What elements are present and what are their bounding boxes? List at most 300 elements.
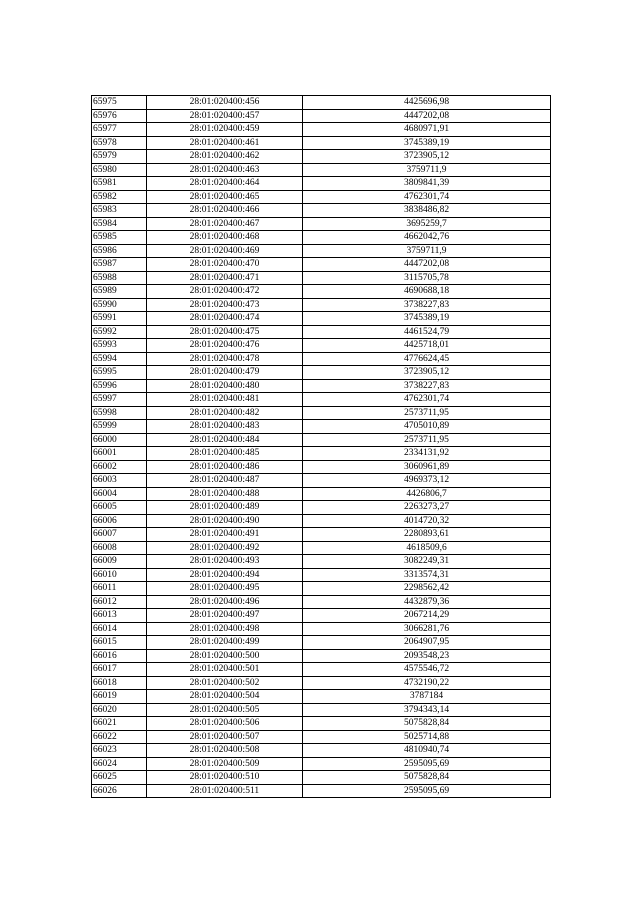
row-number-cell (92, 595, 147, 609)
cadastral-number-cell (147, 784, 303, 798)
table-row (92, 271, 551, 285)
cadastral-number-cell (147, 352, 303, 366)
cadastral-number-text: 28:01:020400:509 (189, 758, 260, 769)
cadastral-value-cell (303, 190, 551, 204)
row-number-cell (92, 123, 147, 137)
cadastral-value-cell (303, 649, 551, 663)
cadastral-number-text: 28:01:020400:498 (189, 623, 260, 634)
cadastral-value-text: 3794343,14 (403, 704, 450, 715)
cadastral-value-text: 4447202,08 (403, 110, 450, 121)
table-row (92, 285, 551, 299)
cadastral-number-text: 28:01:020400:494 (189, 569, 260, 580)
row-number-text: 65977 (93, 124, 117, 134)
row-number-cell (92, 784, 147, 798)
cadastral-number-cell (147, 555, 303, 569)
cadastral-value-text: 3809841,39 (403, 178, 450, 188)
table-row (92, 298, 551, 312)
row-number-cell (92, 447, 147, 461)
cadastral-value-text: 4425696,98 (403, 97, 450, 107)
table-row (92, 123, 551, 137)
row-number-text: 65993 (93, 340, 117, 350)
cadastral-number-text: 28:01:020400:493 (189, 556, 260, 566)
cadastral-value-text: 3695259,7 (406, 218, 447, 229)
row-number-text: 65985 (93, 232, 117, 242)
cadastral-number-text: 28:01:020400:508 (189, 745, 260, 755)
row-number-text: 65975 (93, 97, 117, 107)
cadastral-number-cell (147, 217, 303, 231)
cadastral-value-cell (303, 312, 551, 326)
cadastral-number-cell (147, 379, 303, 393)
row-number-text: 66005 (93, 502, 117, 512)
row-number-cell (92, 528, 147, 542)
table-row (92, 703, 551, 717)
table-body (92, 96, 551, 798)
cadastral-number-cell (147, 636, 303, 650)
cadastral-value-cell (303, 420, 551, 434)
table-row (92, 514, 551, 528)
table-row (92, 258, 551, 272)
cadastral-value-text: 4762301,74 (403, 394, 450, 404)
cadastral-number-text: 28:01:020400:470 (189, 259, 260, 269)
cadastral-number-cell (147, 690, 303, 704)
cadastral-value-cell (303, 744, 551, 758)
row-number-text: 65991 (93, 313, 117, 323)
cadastral-value-text: 2573711,95 (404, 407, 449, 418)
cadastral-value-cell (303, 541, 551, 555)
cadastral-value-cell (303, 568, 551, 582)
row-number-cell (92, 339, 147, 353)
cadastral-number-text: 28:01:020400:462 (189, 151, 260, 161)
cadastral-value-text: 2595095,69 (403, 758, 450, 769)
table-row (92, 217, 551, 231)
cadastral-value-text: 4762301,74 (403, 191, 450, 202)
row-number-cell (92, 393, 147, 407)
cadastral-value-cell (303, 379, 551, 393)
row-number-text: 65989 (93, 286, 117, 296)
cadastral-value-cell (303, 366, 551, 380)
table-row (92, 204, 551, 218)
row-number-text: 65979 (93, 151, 117, 161)
row-number-cell (92, 474, 147, 488)
cadastral-number-text: 28:01:020400:474 (189, 313, 260, 323)
cadastral-number-text: 28:01:020400:457 (189, 110, 260, 121)
cadastral-value-cell (303, 474, 551, 488)
row-number-cell (92, 271, 147, 285)
cadastral-value-text: 4732190,22 (403, 677, 450, 688)
row-number-cell (92, 622, 147, 636)
row-number-cell (92, 460, 147, 474)
cadastral-number-text: 28:01:020400:485 (189, 448, 260, 458)
cadastral-number-text: 28:01:020400:459 (189, 124, 260, 134)
cadastral-number-text: 28:01:020400:486 (189, 461, 260, 472)
row-number-text: 66015 (93, 637, 117, 647)
row-number-cell (92, 177, 147, 191)
table-row (92, 501, 551, 515)
cadastral-value-text: 2064907,95 (403, 637, 450, 647)
row-number-text: 66006 (93, 515, 117, 526)
cadastral-number-cell (147, 622, 303, 636)
cadastral-value-cell (303, 717, 551, 731)
cadastral-value-cell (303, 730, 551, 744)
cadastral-value-cell (303, 501, 551, 515)
row-number-text: 66000 (93, 434, 117, 445)
row-number-cell (92, 609, 147, 623)
row-number-text: 65982 (93, 191, 117, 202)
cadastral-number-text: 28:01:020400:483 (189, 421, 260, 431)
cadastral-number-cell (147, 501, 303, 515)
cadastral-number-cell (147, 595, 303, 609)
cadastral-value-text: 5025714,88 (403, 731, 450, 742)
cadastral-value-text: 2595095,69 (403, 785, 450, 796)
cadastral-number-cell (147, 717, 303, 731)
row-number-text: 66004 (93, 488, 117, 499)
table-row (92, 379, 551, 393)
cadastral-value-text: 3745389,19 (403, 137, 450, 148)
row-number-text: 65987 (93, 259, 117, 269)
cadastral-value-cell (303, 784, 551, 798)
row-number-text: 66001 (93, 448, 117, 458)
table-row (92, 757, 551, 771)
cadastral-value-text: 4425718,01 (403, 340, 450, 350)
cadastral-number-cell (147, 420, 303, 434)
cadastral-number-cell (147, 676, 303, 690)
cadastral-value-cell (303, 663, 551, 677)
cadastral-value-text: 3738227,83 (403, 299, 450, 310)
table-row (92, 312, 551, 326)
cadastral-number-text: 28:01:020400:463 (189, 164, 260, 175)
cadastral-value-text: 2298562,42 (403, 583, 450, 593)
row-number-text: 66011 (93, 583, 117, 593)
table-row (92, 393, 551, 407)
cadastral-value-cell (303, 123, 551, 137)
row-number-cell (92, 636, 147, 650)
cadastral-number-text: 28:01:020400:500 (189, 650, 260, 661)
row-number-text: 65999 (93, 421, 117, 431)
table-row (92, 663, 551, 677)
cadastral-number-text: 28:01:020400:495 (189, 583, 260, 593)
row-number-cell (92, 136, 147, 150)
cadastral-value-cell (303, 231, 551, 245)
row-number-text: 66007 (93, 529, 117, 539)
row-number-cell (92, 690, 147, 704)
cadastral-number-cell (147, 231, 303, 245)
cadastral-value-cell (303, 96, 551, 110)
cadastral-value-text: 2263273,27 (403, 502, 450, 512)
table-row (92, 555, 551, 569)
row-number-text: 66022 (93, 731, 117, 742)
cadastral-number-cell (147, 433, 303, 447)
row-number-cell (92, 163, 147, 177)
cadastral-value-text: 3838486,82 (403, 205, 450, 215)
cadastral-number-text: 28:01:020400:478 (189, 353, 260, 364)
cadastral-number-cell (147, 190, 303, 204)
cadastral-number-text: 28:01:020400:502 (189, 677, 260, 688)
row-number-text: 66013 (93, 610, 117, 620)
table-row (92, 744, 551, 758)
cadastral-number-text: 28:01:020400:490 (189, 515, 260, 526)
table-row (92, 609, 551, 623)
cadastral-number-text: 28:01:020400:480 (189, 380, 260, 391)
cadastral-number-text: 28:01:020400:504 (189, 691, 260, 701)
row-number-text: 66003 (93, 475, 117, 485)
row-number-text: 66009 (93, 556, 117, 566)
cadastral-number-text: 28:01:020400:473 (189, 299, 260, 310)
row-number-cell (92, 676, 147, 690)
cadastral-value-cell (303, 757, 551, 771)
row-number-text: 65981 (93, 178, 117, 188)
row-number-cell (92, 258, 147, 272)
row-number-cell (92, 96, 147, 110)
table-row (92, 582, 551, 596)
cadastral-value-text: 5075828,84 (403, 772, 450, 782)
cadastral-value-cell (303, 460, 551, 474)
table-row (92, 622, 551, 636)
cadastral-number-cell (147, 460, 303, 474)
table-row (92, 447, 551, 461)
cadastral-value-text: 3759711,9 (406, 245, 447, 256)
table-row (92, 541, 551, 555)
cadastral-number-cell (147, 204, 303, 218)
cadastral-number-cell (147, 703, 303, 717)
cadastral-number-text: 28:01:020400:510 (189, 772, 260, 782)
row-number-text: 65997 (93, 394, 117, 404)
row-number-cell (92, 730, 147, 744)
row-number-text: 65996 (93, 380, 117, 391)
row-number-text: 65995 (93, 367, 117, 377)
cadastral-number-cell (147, 528, 303, 542)
cadastral-number-text: 28:01:020400:476 (189, 340, 260, 350)
cadastral-value-cell (303, 595, 551, 609)
cadastral-number-cell (147, 109, 303, 123)
row-number-cell (92, 420, 147, 434)
row-number-cell (92, 541, 147, 555)
cadastral-value-text: 3115705,78 (404, 272, 449, 283)
cadastral-number-text: 28:01:020400:482 (189, 407, 260, 418)
table-row (92, 595, 551, 609)
cadastral-value-cell (303, 609, 551, 623)
row-number-cell (92, 663, 147, 677)
table-row (92, 136, 551, 150)
row-number-text: 65983 (93, 205, 117, 215)
cadastral-value-cell (303, 528, 551, 542)
cadastral-number-text: 28:01:020400:471 (189, 272, 260, 283)
cadastral-number-text: 28:01:020400:472 (189, 286, 260, 296)
row-number-text: 66002 (93, 461, 117, 472)
row-number-cell (92, 568, 147, 582)
cadastral-number-cell (147, 366, 303, 380)
cadastral-number-text: 28:01:020400:507 (189, 731, 260, 742)
cadastral-value-cell (303, 339, 551, 353)
cadastral-value-text: 3060961,89 (403, 461, 450, 472)
cadastral-value-cell (303, 325, 551, 339)
cadastral-number-cell (147, 447, 303, 461)
row-number-cell (92, 406, 147, 420)
cadastral-value-text: 3723905,12 (403, 367, 450, 377)
cadastral-number-text: 28:01:020400:468 (189, 232, 260, 242)
cadastral-value-cell (303, 217, 551, 231)
row-number-text: 66021 (93, 718, 117, 728)
cadastral-number-cell (147, 582, 303, 596)
cadastral-value-cell (303, 514, 551, 528)
row-number-cell (92, 555, 147, 569)
cadastral-value-text: 3738227,83 (403, 380, 450, 391)
table-row (92, 352, 551, 366)
cadastral-value-cell (303, 109, 551, 123)
table-row (92, 433, 551, 447)
row-number-cell (92, 190, 147, 204)
cadastral-number-text: 28:01:020400:488 (189, 488, 260, 499)
row-number-cell (92, 433, 147, 447)
cadastral-number-cell (147, 298, 303, 312)
cadastral-value-cell (303, 487, 551, 501)
cadastral-value-cell (303, 163, 551, 177)
cadastral-number-text: 28:01:020400:475 (189, 326, 260, 337)
cadastral-value-text: 4690688,18 (403, 286, 450, 296)
table-row (92, 420, 551, 434)
cadastral-value-text: 2067214,29 (403, 610, 450, 620)
cadastral-number-cell (147, 663, 303, 677)
row-number-text: 65976 (93, 110, 117, 121)
cadastral-number-text: 28:01:020400:481 (189, 394, 260, 404)
cadastral-number-text: 28:01:020400:501 (189, 664, 260, 674)
row-number-cell (92, 109, 147, 123)
table-row (92, 730, 551, 744)
row-number-cell (92, 285, 147, 299)
row-number-cell (92, 487, 147, 501)
table-row (92, 190, 551, 204)
cadastral-number-cell (147, 150, 303, 164)
cadastral-value-cell (303, 244, 551, 258)
cadastral-number-cell (147, 393, 303, 407)
cadastral-value-text: 4810940,74 (403, 745, 450, 755)
cadastral-value-text: 4014720,32 (403, 515, 450, 526)
cadastral-number-text: 28:01:020400:499 (189, 637, 260, 647)
cadastral-value-text: 3723905,12 (403, 151, 450, 161)
cadastral-number-cell (147, 339, 303, 353)
row-number-cell (92, 514, 147, 528)
cadastral-value-cell (303, 447, 551, 461)
cadastral-value-text: 4776624,45 (403, 353, 450, 364)
cadastral-number-cell (147, 757, 303, 771)
row-number-text: 65980 (93, 164, 117, 175)
cadastral-value-table (91, 95, 551, 798)
cadastral-number-cell (147, 312, 303, 326)
cadastral-value-text: 2334131,92 (403, 448, 450, 458)
cadastral-value-text: 3082249,31 (403, 556, 450, 566)
table-row (92, 109, 551, 123)
table-row (92, 690, 551, 704)
cadastral-number-cell (147, 541, 303, 555)
row-number-cell (92, 379, 147, 393)
row-number-text: 65978 (93, 137, 117, 148)
cadastral-number-text: 28:01:020400:469 (189, 245, 260, 256)
row-number-text: 66018 (93, 677, 117, 688)
row-number-cell (92, 312, 147, 326)
cadastral-number-cell (147, 244, 303, 258)
cadastral-number-cell (147, 258, 303, 272)
row-number-cell (92, 325, 147, 339)
row-number-cell (92, 757, 147, 771)
cadastral-value-cell (303, 622, 551, 636)
cadastral-value-text: 3745389,19 (403, 313, 450, 323)
row-number-cell (92, 231, 147, 245)
table-row (92, 649, 551, 663)
cadastral-value-cell (303, 352, 551, 366)
row-number-cell (92, 649, 147, 663)
cadastral-value-cell (303, 433, 551, 447)
cadastral-number-text: 28:01:020400:492 (189, 542, 260, 553)
row-number-text: 66008 (93, 542, 117, 553)
cadastral-value-text: 4680971,91 (403, 124, 450, 134)
table-row (92, 244, 551, 258)
cadastral-value-text: 2093548,23 (403, 650, 450, 661)
cadastral-number-text: 28:01:020400:461 (189, 137, 260, 148)
row-number-cell (92, 217, 147, 231)
cadastral-value-text: 4575546,72 (403, 664, 450, 674)
row-number-text: 65992 (93, 326, 117, 337)
cadastral-value-text: 4705010,89 (403, 421, 450, 431)
cadastral-value-cell (303, 150, 551, 164)
cadastral-value-text: 4432879,36 (403, 596, 450, 607)
row-number-cell (92, 366, 147, 380)
table-row (92, 96, 551, 110)
cadastral-number-cell (147, 771, 303, 785)
cadastral-value-cell (303, 582, 551, 596)
row-number-cell (92, 150, 147, 164)
row-number-text: 65984 (93, 218, 117, 229)
cadastral-value-text: 3787184 (409, 691, 444, 701)
cadastral-value-cell (303, 555, 551, 569)
cadastral-number-cell (147, 123, 303, 137)
row-number-text: 65988 (93, 272, 117, 283)
cadastral-number-cell (147, 285, 303, 299)
cadastral-number-cell (147, 744, 303, 758)
cadastral-value-cell (303, 136, 551, 150)
cadastral-value-text: 4618509,6 (406, 542, 447, 553)
cadastral-number-cell (147, 730, 303, 744)
cadastral-value-text: 4461524,79 (403, 326, 450, 337)
row-number-text: 66014 (93, 623, 117, 634)
row-number-cell (92, 744, 147, 758)
cadastral-number-text: 28:01:020400:506 (189, 718, 260, 728)
cadastral-number-text: 28:01:020400:496 (189, 596, 260, 607)
row-number-cell (92, 717, 147, 731)
row-number-text: 66017 (93, 664, 117, 674)
cadastral-value-text: 2280893,61 (403, 529, 450, 539)
table-row (92, 231, 551, 245)
cadastral-number-text: 28:01:020400:491 (189, 529, 260, 539)
row-number-text: 65990 (93, 299, 117, 310)
cadastral-value-text: 5075828,84 (403, 718, 450, 728)
row-number-text: 66012 (93, 596, 117, 607)
cadastral-value-cell (303, 703, 551, 717)
cadastral-value-cell (303, 771, 551, 785)
table-row (92, 177, 551, 191)
row-number-text: 65994 (93, 353, 117, 364)
cadastral-value-cell (303, 406, 551, 420)
cadastral-number-text: 28:01:020400:505 (189, 704, 260, 715)
cadastral-value-cell (303, 285, 551, 299)
table-row (92, 163, 551, 177)
cadastral-number-cell (147, 474, 303, 488)
table-row (92, 487, 551, 501)
row-number-cell (92, 352, 147, 366)
cadastral-number-cell (147, 96, 303, 110)
cadastral-number-text: 28:01:020400:487 (189, 475, 260, 485)
cadastral-number-cell (147, 406, 303, 420)
row-number-cell (92, 204, 147, 218)
cadastral-number-text: 28:01:020400:466 (189, 205, 260, 215)
